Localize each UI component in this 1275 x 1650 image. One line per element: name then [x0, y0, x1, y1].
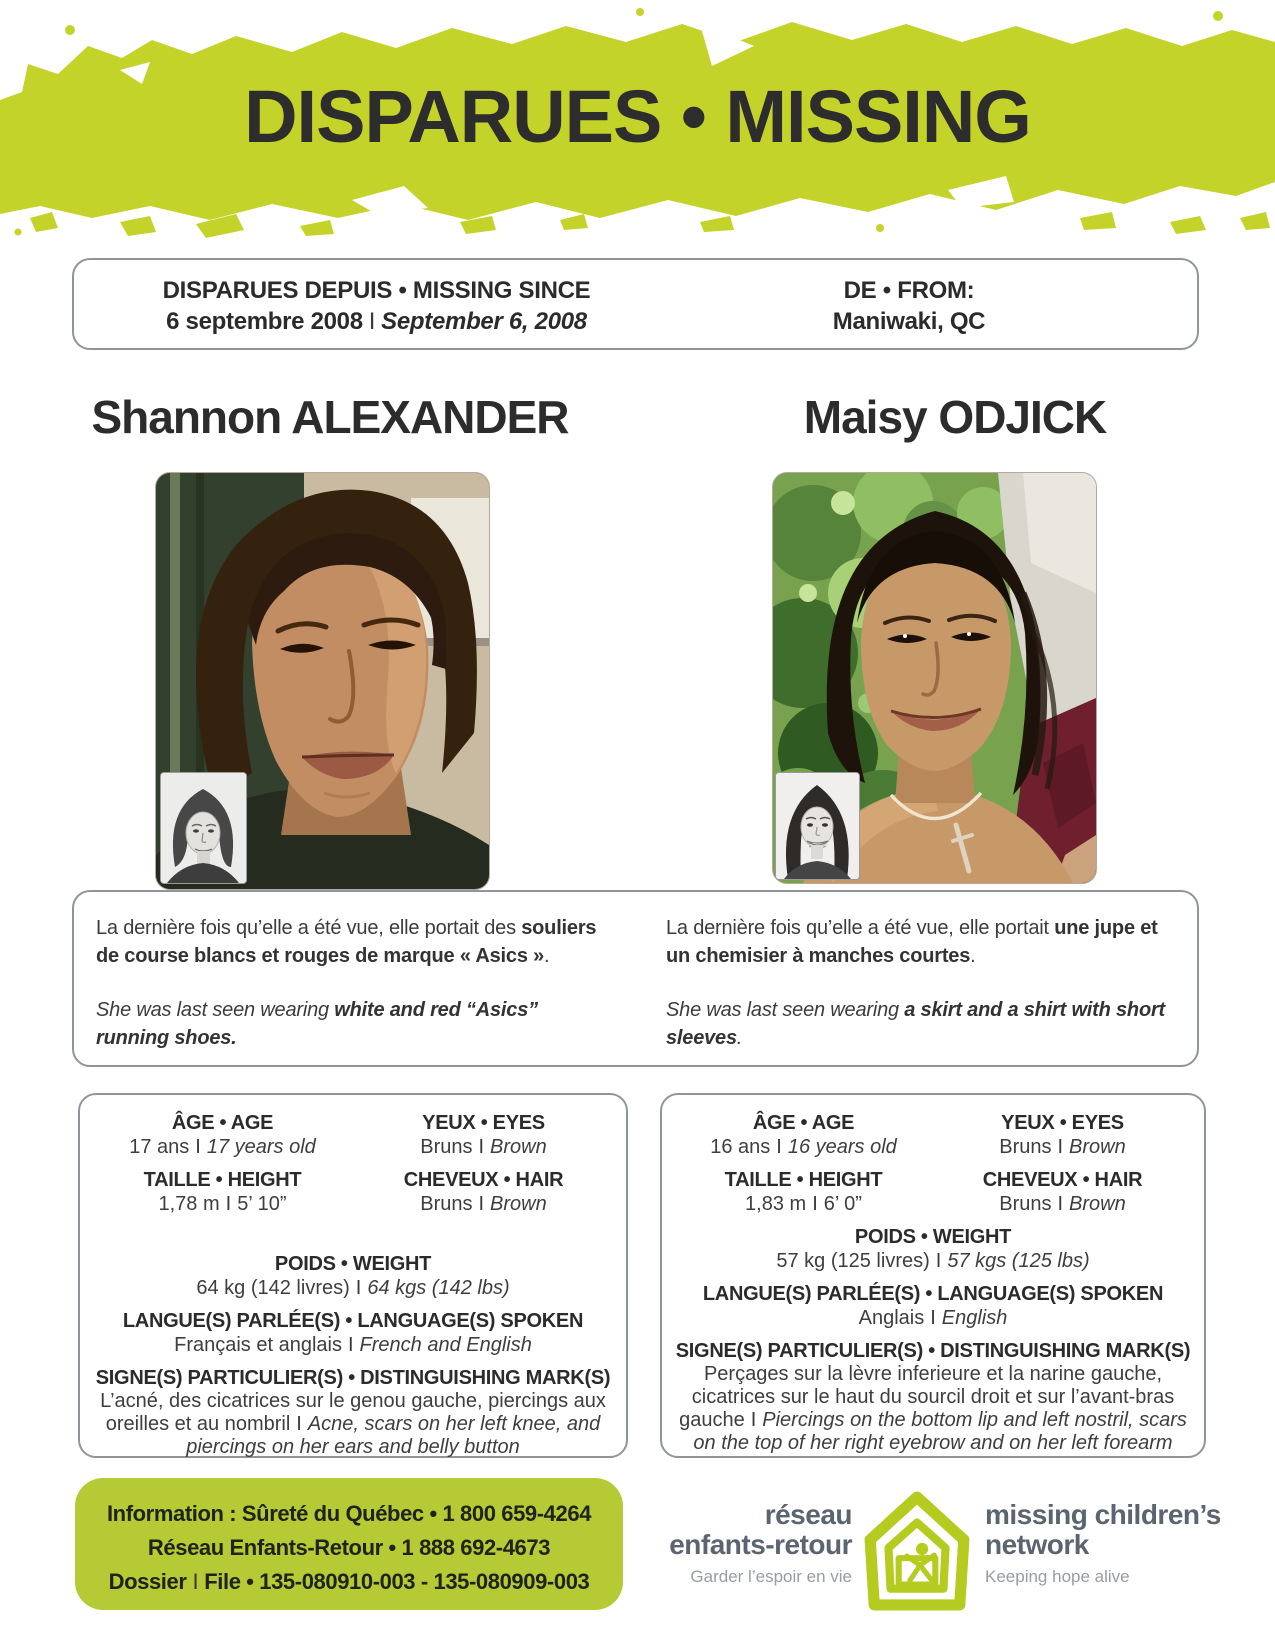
height-label: TAILLE • HEIGHT [143, 1169, 302, 1191]
shannon-languages [92, 1309, 614, 1357]
age-fr: 17 ans [129, 1136, 190, 1158]
divider: I [930, 1307, 936, 1329]
divider: I [935, 1250, 942, 1272]
shannon-sketch-inset [160, 772, 247, 884]
languages-en: English [941, 1307, 1008, 1329]
shannon-last-seen-fr [96, 914, 606, 970]
marks-fr: L’acné, des cicatrices sur le genou gauche, piercings aux oreilles et au nombril [100, 1390, 606, 1435]
missing-childrens-network-logo-text [985, 1500, 1245, 1587]
maisy-sketch-inset [775, 772, 860, 880]
divider: I [368, 308, 376, 335]
divider: I [812, 1193, 818, 1215]
maisy-eyes [933, 1111, 1192, 1159]
reseau-enfants-retour-logo-text [592, 1500, 852, 1587]
hair-value [933, 1192, 1192, 1216]
eyes-label: YEUX • EYES [1001, 1112, 1124, 1134]
date-english: September 6, 2008 [381, 308, 587, 335]
text-fr: La dernière fois qu’elle a été vue, elle portait des [96, 917, 522, 939]
missing-since-label: DISPARUES DEPUIS • MISSING SINCE [162, 277, 591, 304]
maisy-last-seen [666, 914, 1176, 1052]
contact-info-box [75, 1478, 623, 1610]
text-fr-bold: souliers de course blancs et rouges de marque « Asics » [96, 917, 597, 967]
maisy-height [674, 1168, 933, 1216]
marks-value [92, 1390, 614, 1459]
divider: I [478, 1136, 485, 1158]
text-en-bold: a skirt and a shirt with short sleeves [666, 999, 1166, 1049]
age-label: ÂGE • AGE [171, 1112, 274, 1134]
info-line-file [75, 1565, 623, 1599]
marks-fr: Perçages sur la lèvre inferieure et la narine gauche, cicatrices sur le haut du sourcil droit et sur l’avant-bras gauche [679, 1363, 1175, 1431]
hair-value [353, 1192, 614, 1216]
languages-value [92, 1333, 614, 1357]
text-en-bold: white and red “Asics” running shoes. [96, 999, 538, 1049]
text-fr-end: . [970, 945, 976, 967]
maisy-marks [674, 1339, 1192, 1455]
logo-fr-line2: enfants-retour [669, 1529, 852, 1560]
languages-label: LANGUE(S) PARLÉE(S) • LANGUAGE(S) SPOKEN [122, 1310, 584, 1332]
weight-label: POIDS • WEIGHT [854, 1226, 1012, 1248]
eyes-label: YEUX • EYES [422, 1112, 545, 1134]
house-icon-graphic [860, 1488, 974, 1614]
shannon-last-seen-en [96, 996, 606, 1052]
divider: I [1057, 1136, 1064, 1158]
house-with-child-icon [860, 1488, 974, 1614]
weight-en: 64 kgs (142 lbs) [367, 1277, 510, 1299]
divider: I [296, 1413, 302, 1435]
shannon-height [92, 1168, 353, 1216]
missing-since-box [72, 258, 1199, 350]
maisy-sketch-graphic [776, 773, 859, 879]
age-en: 17 years old [206, 1136, 316, 1158]
from-label: DE • FROM: [843, 277, 975, 304]
maisy-last-seen-fr [666, 914, 1176, 970]
text-fr-end: . [544, 945, 550, 967]
hair-label: CHEVEUX • HAIR [982, 1169, 1143, 1191]
height-en: 5’ 10” [237, 1193, 287, 1215]
maisy-hair [933, 1168, 1192, 1216]
eyes-fr: Bruns [420, 1136, 473, 1158]
weight-en: 57 kgs (125 lbs) [947, 1250, 1090, 1272]
from-value: Maniwaki, QC [832, 308, 986, 335]
divider: I [750, 1409, 757, 1431]
marks-en: Acne, scars on her left knee, and piercings on her ears and belly button [186, 1413, 601, 1458]
logo-fr-tagline: Garder l’espoir en vie [690, 1567, 852, 1586]
divider: I [355, 1277, 362, 1299]
weight-label: POIDS • WEIGHT [274, 1253, 432, 1275]
divider: I [225, 1193, 232, 1215]
shannon-marks [92, 1366, 614, 1459]
maisy-age [674, 1111, 933, 1159]
divider: I [192, 1569, 199, 1594]
person-name-maisy: Maisy ODJICK [803, 391, 1107, 443]
age-label: ÂGE • AGE [752, 1112, 855, 1134]
eyes-value [353, 1135, 614, 1159]
height-fr: 1,83 m [745, 1193, 807, 1215]
age-value [674, 1135, 933, 1159]
divider: I [478, 1193, 485, 1215]
weight-fr: 64 kg (142 livres) [196, 1277, 350, 1299]
shannon-weight [92, 1252, 614, 1300]
shannon-details-box [78, 1093, 628, 1458]
shannon-eyes [353, 1111, 614, 1159]
logo-en-tagline: Keeping hope alive [985, 1567, 1130, 1586]
person-name-shannon: Shannon ALEXANDER [91, 391, 569, 443]
height-value [674, 1192, 933, 1216]
languages-fr: Français et anglais [174, 1334, 342, 1356]
maisy-weight [674, 1225, 1192, 1273]
missing-since-block [104, 275, 649, 337]
text-fr: La dernière fois qu’elle a été vue, elle portait [666, 917, 1055, 939]
maisy-details-box [660, 1093, 1206, 1458]
height-value [92, 1192, 353, 1216]
text-en: She was last seen wearing [666, 999, 905, 1021]
maisy-languages [674, 1282, 1192, 1330]
logo-fr-line1: réseau [764, 1499, 852, 1530]
shannon-sketch-graphic [161, 773, 246, 883]
divider: I [776, 1136, 782, 1158]
age-value [92, 1135, 353, 1159]
height-fr: 1,78 m [158, 1193, 220, 1215]
eyes-value [933, 1135, 1192, 1159]
height-en: 6’ 0” [823, 1193, 862, 1215]
weight-fr: 57 kg (125 livres) [776, 1250, 930, 1272]
last-seen-box [72, 890, 1199, 1067]
logo-en-line1: missing children’s [985, 1499, 1221, 1530]
text-en-end: . [736, 1027, 743, 1049]
marks-value [674, 1363, 1192, 1455]
info-line-reseau: Réseau Enfants-Retour • 1 888 692-4673 [147, 1535, 551, 1560]
eyes-en: Brown [490, 1136, 547, 1158]
age-fr: 16 ans [710, 1136, 771, 1158]
hair-fr: Bruns [420, 1193, 473, 1215]
missing-since-date [104, 306, 649, 337]
file-label-en: File • 135-080910-003 - 135-080909-003 [204, 1569, 590, 1594]
info-line-surete: Information : Sûreté du Québec • 1 800 659-4264 [106, 1501, 592, 1526]
languages-fr: Anglais [858, 1307, 925, 1329]
divider: I [1057, 1193, 1064, 1215]
marks-label: SIGNE(S) PARTICULIER(S) • DISTINGUISHING MARK(S) [95, 1367, 611, 1389]
eyes-fr: Bruns [999, 1136, 1052, 1158]
shannon-last-seen [96, 914, 606, 1052]
logo-en-line2: network [985, 1529, 1089, 1560]
marks-en: Piercings on the bottom lip and left nostril, scars on the top of her right eyebrow and on her left forearm [693, 1409, 1187, 1454]
shannon-age [92, 1111, 353, 1159]
date-french: 6 septembre 2008 [166, 308, 363, 335]
languages-value [674, 1306, 1192, 1330]
shannon-hair [353, 1168, 614, 1216]
height-label: TAILLE • HEIGHT [724, 1169, 883, 1191]
hair-fr: Bruns [999, 1193, 1052, 1215]
paint-stroke-banner [0, 0, 1275, 240]
text-en: She was last seen wearing [96, 999, 335, 1021]
hair-en: Brown [490, 1193, 547, 1215]
text-fr-bold: une jupe et un chemisier à manches courtes [666, 917, 1158, 967]
divider: I [195, 1136, 201, 1158]
weight-value [674, 1249, 1192, 1273]
age-en: 16 years old [787, 1136, 897, 1158]
poster-title: DISPARUES • MISSING [244, 75, 1031, 158]
from-block [684, 275, 1134, 337]
languages-label: LANGUE(S) PARLÉE(S) • LANGUAGE(S) SPOKEN [702, 1283, 1164, 1305]
marks-label: SIGNE(S) PARTICULIER(S) • DISTINGUISHING MARK(S) [675, 1340, 1191, 1362]
divider: I [347, 1334, 354, 1356]
hair-label: CHEVEUX • HAIR [403, 1169, 564, 1191]
languages-en: French and English [359, 1334, 532, 1356]
maisy-last-seen-en [666, 996, 1176, 1052]
eyes-en: Brown [1069, 1136, 1126, 1158]
hair-en: Brown [1069, 1193, 1126, 1215]
weight-value [92, 1276, 614, 1300]
file-label-fr: Dossier [108, 1569, 187, 1594]
